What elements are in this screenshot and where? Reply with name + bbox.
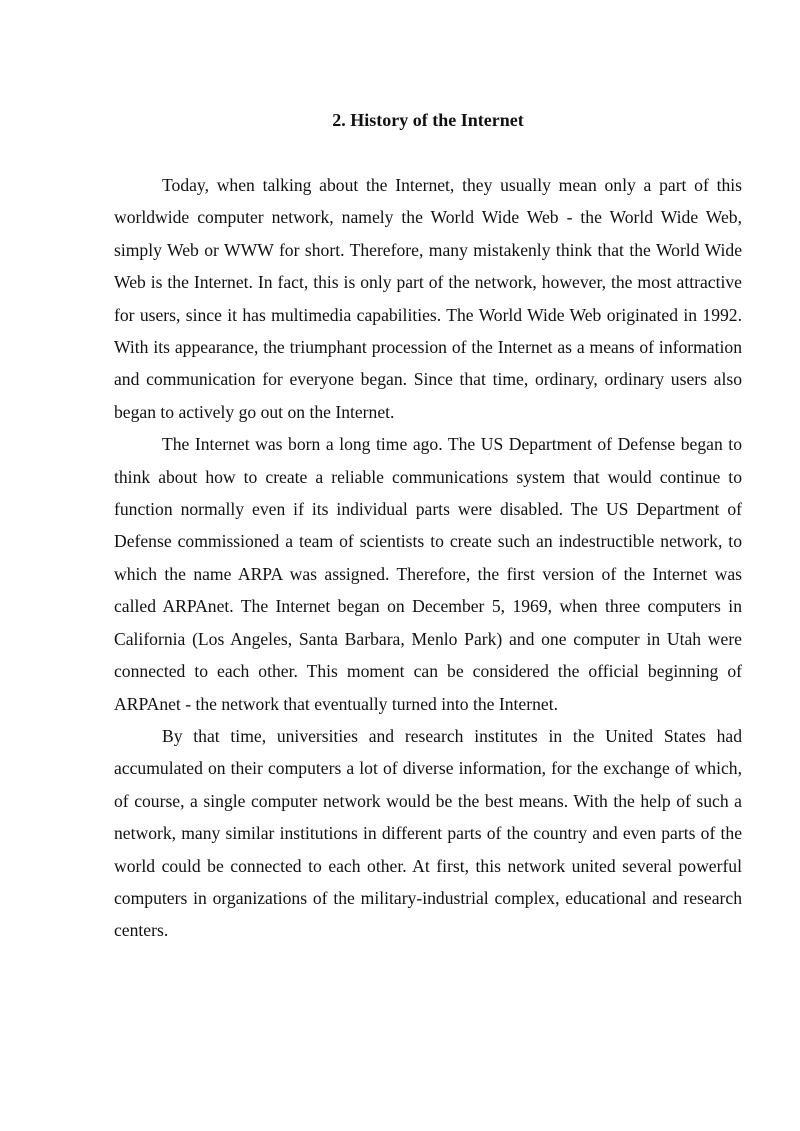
- paragraph-2: The Internet was born a long time ago. The US Department of Defense began to think about how to create a reliable communications system that would continue to function normally even if its individual parts were disabled. The US Department of Defense commissioned a team of scientists to create such an indestructible network, to which the name ARPA was assigned. Therefore, the first version of the Internet was called ARPAnet. The Internet began on December 5, 1969, when three computers in California (Los Angeles, Santa Barbara, Menlo Park) and one computer in Utah were connected to each other. This moment can be considered the official beginning of ARPAnet - the network that eventually turned into the Internet.: [114, 434, 742, 714]
- document-body: [114, 169, 742, 947]
- section-heading: 2. History of the Internet: [332, 110, 524, 130]
- paragraph-1: Today, when talking about the Internet, they usually mean only a part of this worldwide computer network, namely the World Wide Web - the World Wide Web, simply Web or WWW for short. Therefore, many mistakenly think that the World Wide Web is the Internet. In fact, this is only part of the network, however, the most attractive for users, since it has multimedia capabilities. The World Wide Web originated in 1992. With its appearance, the triumphant procession of the Internet as a means of information and communication for everyone began. Since that time, ordinary, ordinary users also began to actively go out on the Internet.: [114, 175, 742, 422]
- paragraph-3: By that time, universities and research institutes in the United States had accumulated on their computers a lot of diverse information, for the exchange of which, of course, a single computer network would be the best means. With the help of such a network, many similar institutions in different parts of the country and even parts of the world could be connected to each other. At first, this network united several powerful computers in organizations of the military-industrial complex, educational and research centers.: [114, 725, 742, 941]
